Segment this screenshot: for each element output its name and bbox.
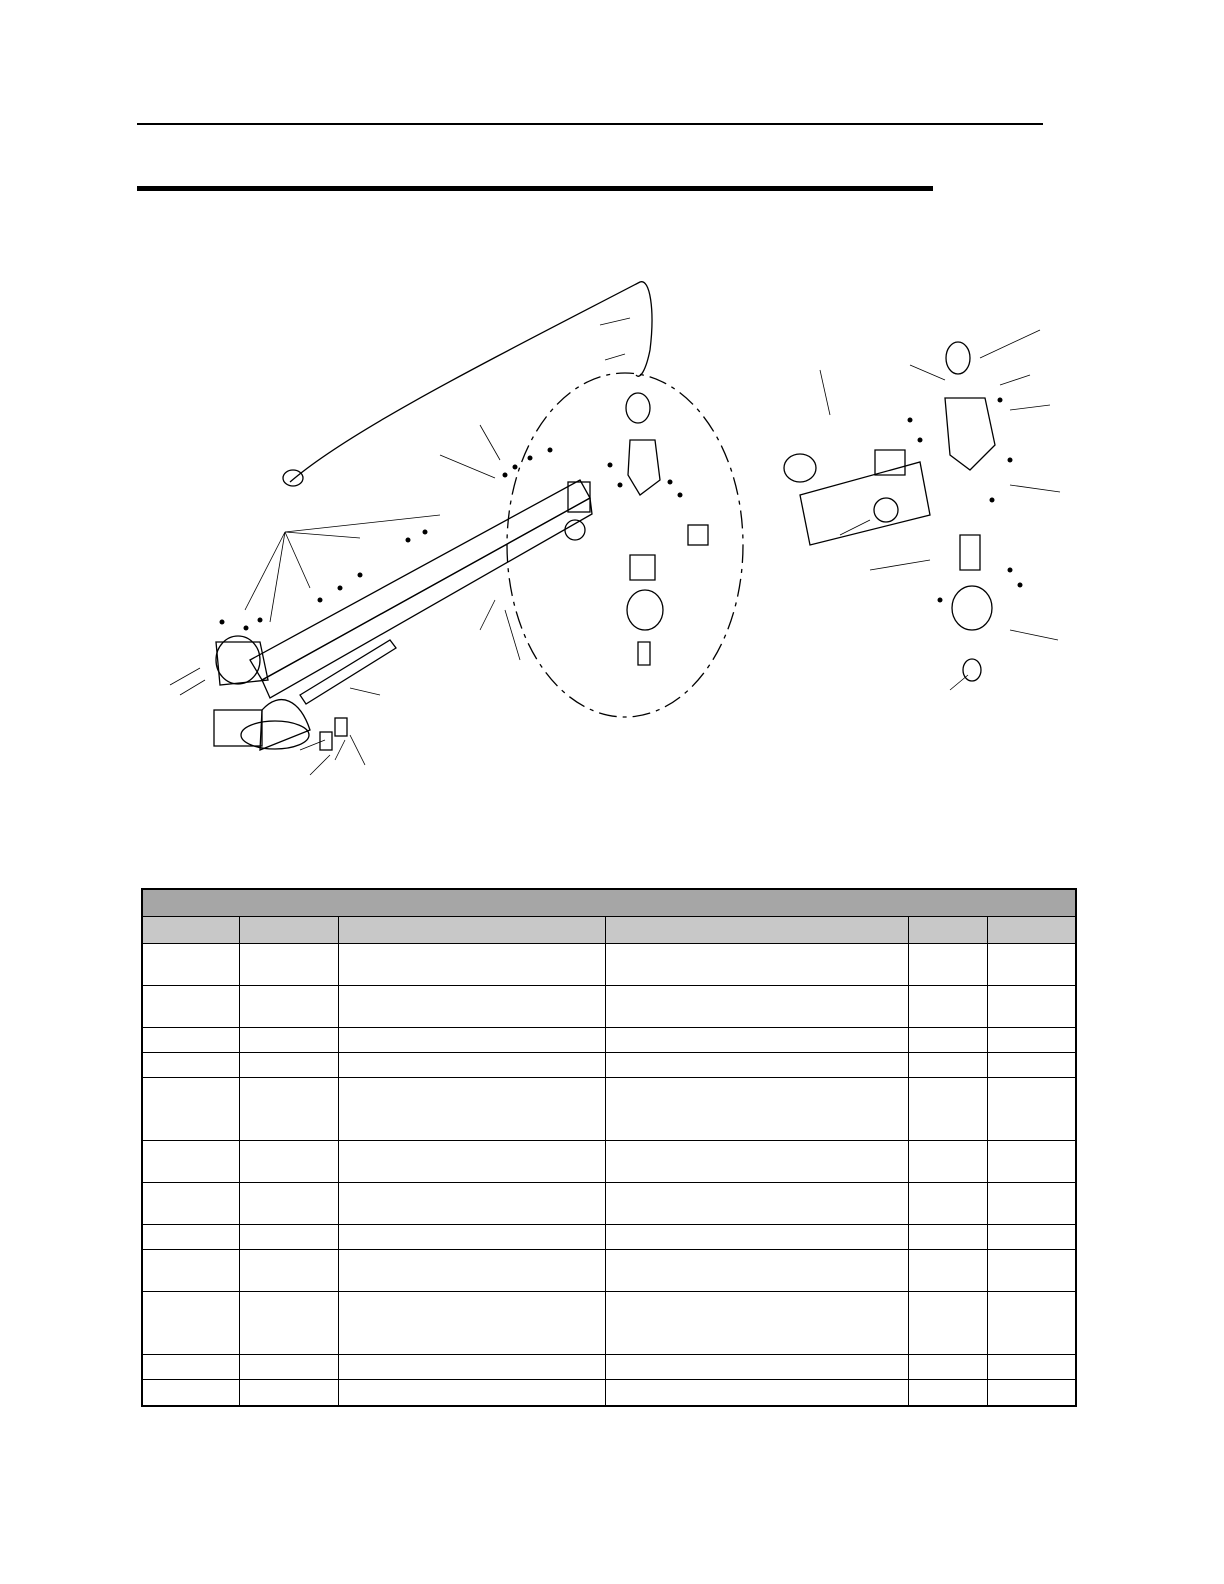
table-cell bbox=[338, 986, 605, 1028]
clamp-right bbox=[784, 454, 816, 482]
leader-21 bbox=[1000, 375, 1030, 385]
leader-13 bbox=[300, 740, 325, 750]
table-cell bbox=[143, 1141, 239, 1183]
table-cell bbox=[239, 1225, 338, 1250]
table-cell bbox=[605, 986, 908, 1028]
control-box bbox=[214, 710, 262, 746]
leader-1 bbox=[285, 515, 440, 532]
leader-4 bbox=[245, 532, 285, 610]
table-cell bbox=[338, 1183, 605, 1225]
table-cell bbox=[143, 1183, 239, 1225]
table-cell bbox=[987, 1292, 1075, 1355]
winch-drum bbox=[216, 636, 260, 684]
leader-18 bbox=[180, 680, 205, 695]
parts-table-banner bbox=[143, 890, 1075, 917]
sheave-plate-b bbox=[945, 398, 995, 470]
col-header-3 bbox=[338, 917, 605, 944]
leader-15 bbox=[335, 740, 345, 760]
table-cell bbox=[987, 1028, 1075, 1053]
leader-14 bbox=[310, 755, 330, 775]
table-cell bbox=[239, 1078, 338, 1141]
leader-23 bbox=[1010, 485, 1060, 492]
table-cell bbox=[908, 1078, 987, 1141]
leader-27 bbox=[1010, 630, 1058, 640]
table-cell bbox=[143, 1078, 239, 1141]
table-cell bbox=[605, 1078, 908, 1141]
table-cell bbox=[605, 1355, 908, 1380]
col-header-2 bbox=[239, 917, 338, 944]
table-cell bbox=[987, 1225, 1075, 1250]
leader-26 bbox=[950, 675, 968, 690]
table-cell bbox=[908, 986, 987, 1028]
table-cell bbox=[239, 1183, 338, 1225]
leader-24 bbox=[910, 365, 945, 380]
table-cell bbox=[987, 1380, 1075, 1405]
parts-table-grid bbox=[143, 917, 1075, 1405]
tip-bracket-right bbox=[875, 450, 905, 475]
exploded-crane-drawing bbox=[150, 270, 1070, 800]
table-row bbox=[143, 986, 1075, 1028]
boom-upper bbox=[250, 480, 590, 680]
table-row bbox=[143, 1053, 1075, 1078]
leader-11 bbox=[600, 318, 630, 325]
table-cell bbox=[987, 986, 1075, 1028]
boom-tip bbox=[568, 482, 590, 512]
table-cell bbox=[908, 1355, 987, 1380]
col-header-1 bbox=[143, 917, 239, 944]
leader-3 bbox=[270, 532, 285, 622]
parts-list-table bbox=[141, 888, 1077, 1407]
table-cell bbox=[338, 1078, 605, 1141]
leader-5 bbox=[285, 532, 360, 538]
table-cell bbox=[239, 1053, 338, 1078]
table-cell bbox=[605, 1250, 908, 1292]
table-cell bbox=[605, 1225, 908, 1250]
leader-20 bbox=[980, 330, 1040, 358]
table-cell bbox=[338, 1355, 605, 1380]
table-cell bbox=[987, 1183, 1075, 1225]
leader-2 bbox=[285, 532, 310, 588]
col-header-4 bbox=[605, 917, 908, 944]
hook-bracket bbox=[630, 555, 655, 580]
base-mast bbox=[260, 700, 310, 750]
header-rule-thin bbox=[137, 123, 1043, 125]
table-cell bbox=[338, 944, 605, 986]
leader-7 bbox=[480, 425, 500, 460]
table-cell bbox=[605, 1380, 908, 1405]
table-cell bbox=[143, 1225, 239, 1250]
table-cell bbox=[605, 944, 908, 986]
table-row bbox=[143, 1078, 1075, 1141]
table-cell bbox=[605, 1183, 908, 1225]
table-cell bbox=[908, 1141, 987, 1183]
table-cell bbox=[338, 1292, 605, 1355]
parts-table-body bbox=[143, 944, 1075, 1405]
leader-8 bbox=[350, 688, 380, 695]
table-row bbox=[143, 1141, 1075, 1183]
table-row bbox=[143, 1250, 1075, 1292]
table-cell bbox=[239, 986, 338, 1028]
table-cell bbox=[143, 1028, 239, 1053]
table-cell bbox=[908, 1380, 987, 1405]
table-cell bbox=[908, 1225, 987, 1250]
table-cell bbox=[143, 1380, 239, 1405]
hook-b bbox=[963, 659, 981, 681]
table-cell bbox=[605, 1141, 908, 1183]
table-cell bbox=[338, 1141, 605, 1183]
sheave-plate-a bbox=[628, 440, 660, 495]
leader-22 bbox=[1010, 405, 1050, 410]
leader-28 bbox=[840, 520, 870, 535]
table-row bbox=[143, 944, 1075, 986]
table-row bbox=[143, 1380, 1075, 1405]
table-cell bbox=[338, 1028, 605, 1053]
boom-lower bbox=[262, 498, 592, 698]
leader-16 bbox=[350, 735, 365, 765]
sheave-a bbox=[626, 393, 650, 423]
col-header-5 bbox=[908, 917, 987, 944]
fastener-dots bbox=[220, 398, 1023, 631]
table-cell bbox=[239, 1141, 338, 1183]
col-header-6 bbox=[987, 917, 1075, 944]
table-cell bbox=[908, 1028, 987, 1053]
sheave-b bbox=[627, 590, 663, 630]
table-cell bbox=[908, 1292, 987, 1355]
table-cell bbox=[605, 1053, 908, 1078]
leader-17 bbox=[170, 668, 200, 685]
table-cell bbox=[239, 1380, 338, 1405]
leader-25 bbox=[870, 560, 930, 570]
boom-section-right bbox=[800, 462, 930, 545]
table-cell bbox=[338, 1053, 605, 1078]
table-row bbox=[143, 1225, 1075, 1250]
table-cell bbox=[143, 1292, 239, 1355]
table-cell bbox=[143, 944, 239, 986]
table-cell bbox=[987, 1355, 1075, 1380]
table-cell bbox=[987, 944, 1075, 986]
parts-table-header-row bbox=[143, 917, 1075, 944]
table-cell bbox=[143, 1355, 239, 1380]
table-row bbox=[143, 1355, 1075, 1380]
table-cell bbox=[143, 986, 239, 1028]
sheave-d bbox=[952, 586, 992, 630]
table-cell bbox=[143, 1053, 239, 1078]
table-cell bbox=[908, 1250, 987, 1292]
leader-6 bbox=[440, 455, 495, 478]
leader-12 bbox=[605, 354, 625, 360]
table-row bbox=[143, 1183, 1075, 1225]
table-cell bbox=[239, 944, 338, 986]
table-cell bbox=[987, 1053, 1075, 1078]
leader-10 bbox=[480, 600, 495, 630]
table-cell bbox=[987, 1078, 1075, 1141]
table-cell bbox=[908, 944, 987, 986]
table-row bbox=[143, 1292, 1075, 1355]
hook-a bbox=[638, 642, 650, 665]
table-cell bbox=[239, 1355, 338, 1380]
table-cell bbox=[338, 1250, 605, 1292]
header-rule-thick bbox=[137, 186, 933, 191]
leader-19 bbox=[820, 370, 830, 415]
table-cell bbox=[987, 1250, 1075, 1292]
callout-box bbox=[688, 525, 708, 545]
table-cell bbox=[338, 1380, 605, 1405]
table-cell bbox=[239, 1292, 338, 1355]
crane-drawing-svg bbox=[150, 270, 1070, 800]
table-row bbox=[143, 1028, 1075, 1053]
tip-sheave-right bbox=[874, 498, 898, 522]
table-cell bbox=[143, 1250, 239, 1292]
wire-rope bbox=[290, 282, 652, 482]
switch-b bbox=[335, 718, 347, 736]
table-cell bbox=[239, 1250, 338, 1292]
table-cell bbox=[338, 1225, 605, 1250]
table-cell bbox=[605, 1292, 908, 1355]
table-cell bbox=[605, 1028, 908, 1053]
table-cell bbox=[987, 1141, 1075, 1183]
table-cell bbox=[239, 1028, 338, 1053]
hook-bracket-right bbox=[960, 535, 980, 570]
table-cell bbox=[908, 1053, 987, 1078]
sheave-c bbox=[946, 342, 970, 374]
rope-loop bbox=[283, 470, 303, 486]
table-cell bbox=[908, 1183, 987, 1225]
